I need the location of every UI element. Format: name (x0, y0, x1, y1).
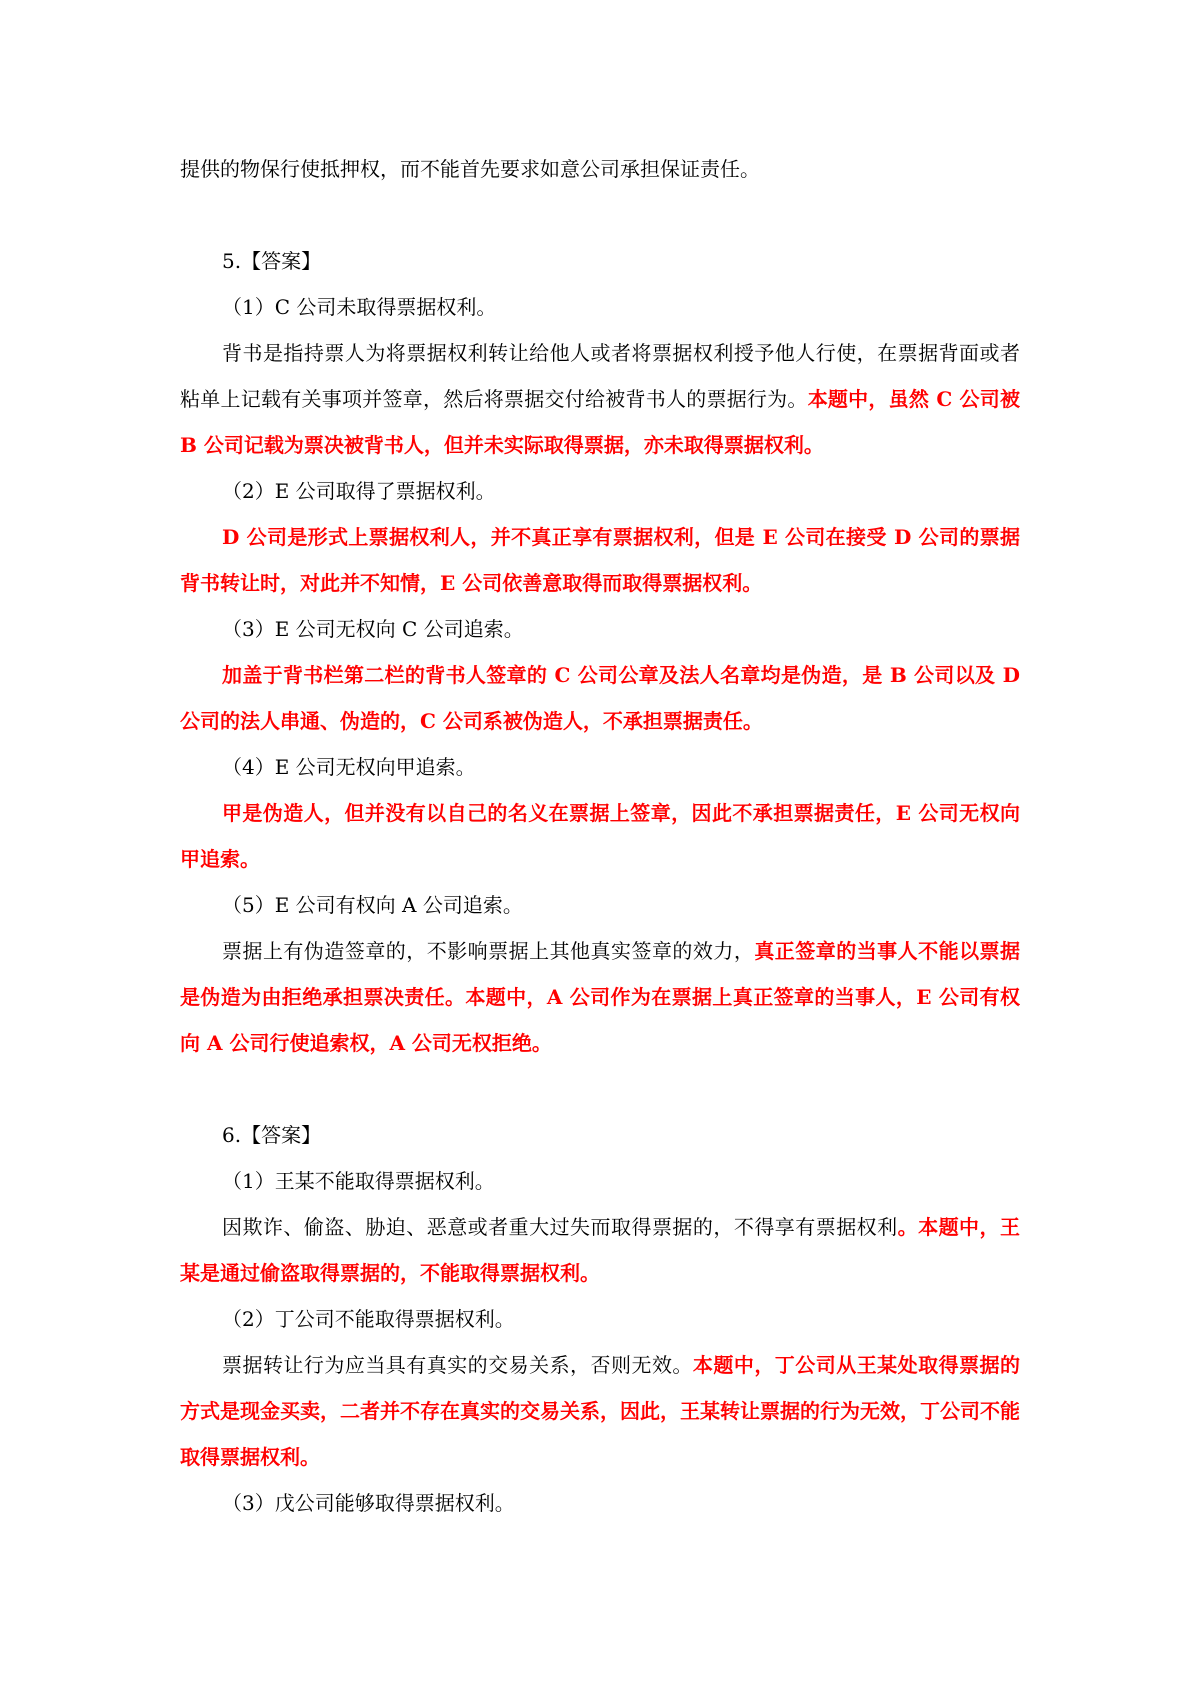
sub-answer-5-1 (180, 284, 1020, 330)
explanation-5-4 (180, 790, 1020, 882)
text-segment: 因欺诈、偷盗、胁迫、恶意或者重大过失而取得票据的，不得享有票据权利 (222, 1215, 898, 1239)
paragraph-gap (180, 192, 1020, 238)
text-segment: 5.【答案】 (222, 249, 322, 273)
sub-answer-5-5 (180, 882, 1020, 928)
highlight-segment: 甲是伪造人，但并没有以自己的名义在票据上签章，因此不承担票据责任，E 公司无权向甲追索。 (180, 801, 1020, 871)
explanation-5-1 (180, 330, 1020, 468)
text-segment: （3）戊公司能够取得票据权利。 (222, 1491, 515, 1515)
sub-answer-5-4 (180, 744, 1020, 790)
sub-answer-6-3 (180, 1480, 1020, 1526)
answer-heading-6 (180, 1112, 1020, 1158)
text-segment: （2）丁公司不能取得票据权利。 (222, 1307, 515, 1331)
explanation-5-3 (180, 652, 1020, 744)
text-segment: （2）E 公司取得了票据权利。 (222, 479, 496, 503)
document-page (180, 146, 1020, 1526)
explanation-6-1 (180, 1204, 1020, 1296)
explanation-5-2 (180, 514, 1020, 606)
text-segment: （4）E 公司无权向甲追索。 (222, 755, 476, 779)
highlight-segment: 加盖于背书栏第二栏的背书人签章的 C 公司公章及法人名章均是伪造，是 B 公司以及 D 公司的法人串通、伪造的，C 公司系被伪造人，不承担票据责任。 (180, 663, 1020, 733)
paragraph-gap (180, 1066, 1020, 1112)
highlight-segment: 本题中，丁公司从王某处取得票据的方式是现金买卖，二者并不存在真实的交易关系，因此，王某转让票据的行为无效，丁公司不能取得票据权利。 (180, 1353, 1021, 1469)
text-segment: 票据转让行为应当具有真实的交易关系，否则无效。 (222, 1353, 693, 1377)
text-segment: （5）E 公司有权向 A 公司追索。 (222, 893, 523, 917)
sub-answer-5-2 (180, 468, 1020, 514)
sub-answer-5-3 (180, 606, 1020, 652)
explanation-5-5 (180, 928, 1020, 1066)
text-segment: （1）C 公司未取得票据权利。 (222, 295, 497, 319)
highlight-segment: 。本题中，王某是通过偷盗取得票据的，不能取得票据权利。 (180, 1215, 1021, 1285)
text-segment: 提供的物保行使抵押权，而不能首先要求如意公司承担保证责任。 (180, 157, 760, 181)
paragraph-p0 (180, 146, 1020, 192)
answer-heading-5 (180, 238, 1020, 284)
highlight-segment: D 公司是形式上票据权利人，并不真正享有票据权利，但是 E 公司在接受 D 公司的票据背书转让时，对此并不知情，E 公司依善意取得而取得票据权利。 (180, 525, 1020, 595)
text-segment: 票据上有伪造签章的，不影响票据上其他真实签章的效力， (222, 939, 755, 963)
sub-answer-6-1 (180, 1158, 1020, 1204)
text-segment: （1）王某不能取得票据权利。 (222, 1169, 495, 1193)
highlight-segment: 真正签章的当事人不能以票据是伪造为由拒绝承担票决责任。本题中，A 公司作为在票据上真正签章的当事人，E 公司有权向 A 公司行使追索权，A 公司无权拒绝。 (180, 939, 1021, 1055)
highlight-segment: 本题中，虽然 C 公司被 B 公司记载为票决被背书人，但并未实际取得票据，亦未取得票据权利。 (180, 387, 1021, 457)
text-segment: 6.【答案】 (222, 1123, 322, 1147)
text-segment: 背书是指持票人为将票据权利转让给他人或者将票据权利授予他人行使，在票据背面或者粘单上记载有关事项并签章，然后将票据交付给被背书人的票据行为。 (180, 341, 1020, 411)
explanation-6-2 (180, 1342, 1020, 1480)
sub-answer-6-2 (180, 1296, 1020, 1342)
text-segment: （3）E 公司无权向 C 公司追索。 (222, 617, 524, 641)
